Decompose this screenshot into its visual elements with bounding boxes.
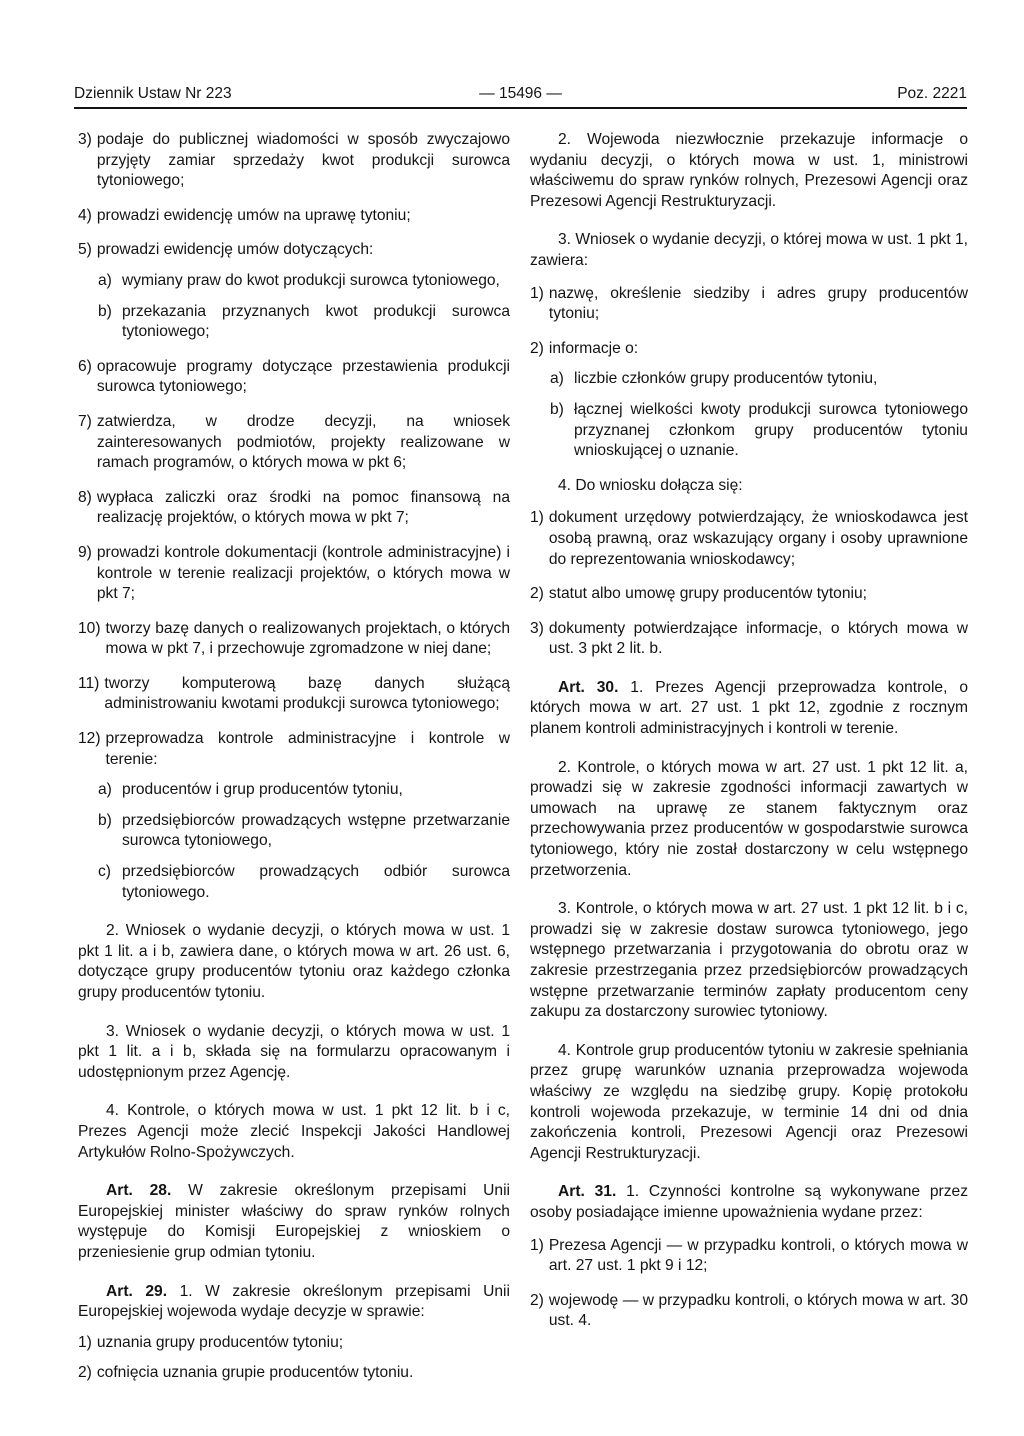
article-text: 1. Czynności kontrolne są wykonywane przez osoby posiadające imienne upoważnienia wydane przez: bbox=[530, 1183, 968, 1221]
item-text: prowadzi ewidencję umów dotyczących: bbox=[96, 241, 374, 259]
article-label: Art. 28. bbox=[106, 1182, 172, 1200]
item-number: 2) bbox=[78, 1364, 92, 1382]
item-letter: c) bbox=[98, 863, 111, 881]
article-text: 1. W zakresie określonym przepisami Unii Europejskiej wojewoda wydaje decyzje w sprawie: bbox=[78, 1282, 510, 1321]
item-text: statut albo umowę grupy producentów tytoniu; bbox=[548, 585, 868, 603]
sub-list-item bbox=[78, 780, 510, 801]
list-item bbox=[530, 619, 968, 660]
list-item bbox=[78, 357, 510, 398]
item-text: cofnięcia uznania grupie producentów tytoniu. bbox=[96, 1364, 414, 1382]
item-number: 8) bbox=[78, 488, 92, 506]
sub-list-item bbox=[530, 400, 968, 462]
sub-list-item bbox=[530, 369, 968, 390]
item-number: 3) bbox=[78, 131, 92, 148]
item-text: przeprowadza kontrole administracyjne i kontrole w terenie: bbox=[105, 730, 510, 768]
item-text: wypłaca zaliczki oraz środki na pomoc finansową na realizację projektów, o których mowa w pkt 7; bbox=[96, 488, 510, 527]
item-text: nazwę, określenie siedziby i adres grupy producentów tytoniu; bbox=[548, 284, 968, 323]
item-number: 3) bbox=[530, 619, 544, 637]
item-text: liczbie członków grupy producentów tytoniu, bbox=[574, 370, 878, 388]
item-text: łącznej wielkości kwoty produkcji surowca tytoniowego przyznanej członkom grupy producentów tytoniu wnioskującej o uznanie. bbox=[574, 400, 968, 460]
item-text: opracowuje programy dotyczące przestawienia produkcji surowca tytoniowego; bbox=[96, 357, 510, 396]
item-text: dokument urzędowy potwierdzający, że wnioskodawca jest osobą prawną, oraz wskazujący organy i osoby uprawnione do reprezentowania wnioskodawcy; bbox=[548, 509, 968, 568]
item-number: 5) bbox=[78, 241, 92, 259]
item-text: uznania grupy producentów tytoniu; bbox=[96, 1333, 344, 1351]
item-number: 12) bbox=[78, 730, 101, 748]
item-number: 2) bbox=[530, 339, 544, 357]
item-number: 11) bbox=[78, 674, 100, 692]
page-header bbox=[74, 84, 967, 104]
list-item bbox=[78, 674, 510, 715]
item-number: 1) bbox=[530, 284, 544, 302]
item-letter: a) bbox=[550, 370, 564, 388]
article-label: Art. 31. bbox=[558, 1183, 617, 1201]
item-number: 4) bbox=[78, 206, 92, 224]
article-text: 1. Prezes Agencji przeprowadza kontrole, o których mowa w art. 27 ust. 1 pkt 12, zgodnie z rocznym planem kontroli administracyjnych i kontroli w terenie. bbox=[530, 678, 968, 738]
item-letter: b) bbox=[98, 811, 112, 829]
header-rule bbox=[74, 107, 967, 109]
item-text: przedsiębiorców prowadzących odbiór surowca tytoniowego. bbox=[122, 863, 510, 901]
item-text: dokumenty potwierdzające informacje, o których mowa w ust. 3 pkt 2 lit. b. bbox=[548, 619, 968, 658]
list-item bbox=[530, 508, 968, 570]
item-text: tworzy bazę danych o realizowanych projektach, o których mowa w pkt 7, i przechowuje zgromadzone w niej dane; bbox=[105, 619, 510, 658]
item-letter: b) bbox=[98, 302, 112, 320]
article-text: W zakresie określonym przepisami Unii Europejskiej minister właściwy do spraw rynków rolnych występuje do Komisji Europejskiej z wnioskiem o przeniesienie grup odmian tytoniu. bbox=[78, 1182, 510, 1261]
paragraph: 4. Kontrole grup producentów tytoniu w zakresie spełniania przez grupę warunków uznania przeprowadza wojewoda właściwy ze względu na siedzibę grupy. Kopię protokołu kontroli wojewoda przekazuje, w terminie 14 dni od dnia zakończenia kontroli, Prezesowi Agencji oraz Prezesowi Agencji Restrukturyzacji. bbox=[530, 1041, 968, 1162]
paragraph: 3. Kontrole, o których mowa w art. 27 ust. 1 pkt 12 lit. b i c, prowadzi się w zakresie dostaw surowca tytoniowego, jego wstępnego przetwarzania i przygotowania do obrotu oraz w zakresie przestrzegania przez przedsiębiorców prowadzących wstępne przetwarzanie terminów zapłaty producentom ceny zakupu za dostarczony surowiec tytoniowy. bbox=[530, 900, 968, 1021]
list-item bbox=[78, 130, 510, 192]
list-item bbox=[78, 619, 510, 660]
article-29 bbox=[78, 1282, 510, 1323]
paragraph: 4. Do wniosku dołącza się: bbox=[558, 476, 743, 494]
sub-list-item bbox=[78, 271, 510, 292]
item-text: prowadzi kontrole dokumentacji (kontrole administracyjne) i kontrole w terenie realizacji projektów, o których mowa w pkt 7; bbox=[96, 543, 510, 603]
article-28 bbox=[78, 1181, 510, 1263]
list-item bbox=[78, 240, 510, 261]
item-text: przedsiębiorców prowadzących wstępne przetwarzanie surowca tytoniowego, bbox=[122, 811, 510, 850]
item-letter: a) bbox=[98, 781, 112, 799]
item-number: 1) bbox=[530, 509, 544, 527]
item-text: przekazania przyznanych kwot produkcji surowca tytoniowego; bbox=[122, 302, 510, 341]
item-number: 2) bbox=[530, 585, 544, 603]
item-number: 9) bbox=[78, 543, 92, 561]
item-letter: a) bbox=[98, 271, 112, 289]
sub-list-item bbox=[78, 862, 510, 903]
item-number: 1) bbox=[78, 1333, 92, 1351]
item-text: Prezesa Agencji — w przypadku kontroli, o których mowa w art. 27 ust. 1 pkt 9 i 12; bbox=[548, 1236, 968, 1275]
item-text: podaje do publicznej wiadomości w sposób zwyczajowo przyjęty zamiar sprzedaży kwot produkcji surowca tytoniowego; bbox=[96, 131, 510, 190]
list-item bbox=[78, 1333, 510, 1354]
item-text: prowadzi ewidencję umów na uprawę tytoniu; bbox=[96, 206, 411, 224]
position-number: Poz. 2221 bbox=[897, 85, 967, 102]
list-item bbox=[78, 543, 510, 605]
list-item bbox=[78, 729, 510, 770]
list-item bbox=[78, 488, 510, 529]
page-number: — 15496 — bbox=[479, 85, 562, 102]
list-item bbox=[530, 339, 968, 360]
paragraph: 2. Wojewoda niezwłocznie przekazuje informacje o wydaniu decyzji, o których mowa w ust. 1, ministrowi właściwemu do spraw rynków rolnych, Prezesowi Agencji oraz Prezesowi Agencji Restrukturyzacji. bbox=[530, 131, 968, 210]
list-item bbox=[78, 1363, 510, 1384]
list-item bbox=[530, 1236, 968, 1277]
paragraph: 4. Kontrole, o których mowa w ust. 1 pkt 12 lit. b i c, Prezes Agencji może zlecić Inspekcji Jakości Handlowej Artykułów Rolno-Spożywczych. bbox=[78, 1102, 510, 1161]
paragraph: 3. Wniosek o wydanie decyzji, o której mowa w ust. 1 pkt 1, zawiera: bbox=[530, 231, 968, 269]
journal-title: Dziennik Ustaw Nr 223 bbox=[74, 85, 232, 102]
item-number: 1) bbox=[530, 1236, 544, 1254]
paragraph: 3. Wniosek o wydanie decyzji, o których mowa w ust. 1 pkt 1 lit. a i b, składa się na formularzu opracowanym i udostępnionym przez Agencję. bbox=[78, 1022, 510, 1081]
article-31 bbox=[530, 1182, 968, 1223]
item-text: tworzy komputerową bazę danych służącą administrowaniu kwotami produkcji surowca tytoniowego; bbox=[104, 674, 510, 713]
paragraph: 2. Wniosek o wydanie decyzji, o których mowa w ust. 1 pkt 1 lit. a i b, zawiera dane, o których mowa w art. 26 ust. 6, dotyczące grupy producentów tytoniu oraz każdego członka grupy producentów tytoniu. bbox=[78, 922, 510, 1001]
item-text: producentów i grup producentów tytoniu, bbox=[122, 781, 403, 799]
article-30 bbox=[530, 678, 968, 740]
item-number: 6) bbox=[78, 357, 92, 375]
list-item bbox=[78, 206, 510, 227]
item-number: 2) bbox=[530, 1291, 544, 1309]
list-item bbox=[530, 284, 968, 325]
item-text: informacje o: bbox=[548, 339, 639, 357]
article-label: Art. 29. bbox=[106, 1282, 168, 1300]
list-item bbox=[530, 584, 968, 605]
item-text: zatwierdza, w drodze decyzji, na wniosek zainteresowanych podmiotów, projekty realizowane w ramach programów, o których mowa w pkt 6; bbox=[96, 412, 510, 472]
item-letter: b) bbox=[550, 400, 564, 418]
sub-list-item bbox=[78, 811, 510, 852]
list-item bbox=[78, 412, 510, 474]
item-number: 7) bbox=[78, 412, 92, 430]
paragraph: 2. Kontrole, o których mowa w art. 27 ust. 1 pkt 12 lit. a, prowadzi się w zakresie zgodności informacji zawartych w umowach na uprawę ze stanem faktycznym oraz przechowywania przez producentów w gospodarstwie surowca tytoniowego, który nie został dostarczony w celu wstępnego przetworzenia. bbox=[530, 758, 968, 879]
item-text: wojewodę — w przypadku kontroli, o których mowa w art. 30 ust. 4. bbox=[548, 1291, 968, 1330]
right-column bbox=[530, 130, 968, 1346]
left-column bbox=[78, 130, 510, 1394]
sub-list-item bbox=[78, 302, 510, 343]
list-item bbox=[530, 1291, 968, 1332]
item-number: 10) bbox=[78, 619, 101, 637]
item-text: wymiany praw do kwot produkcji surowca tytoniowego, bbox=[122, 271, 500, 289]
article-label: Art. 30. bbox=[558, 678, 619, 696]
